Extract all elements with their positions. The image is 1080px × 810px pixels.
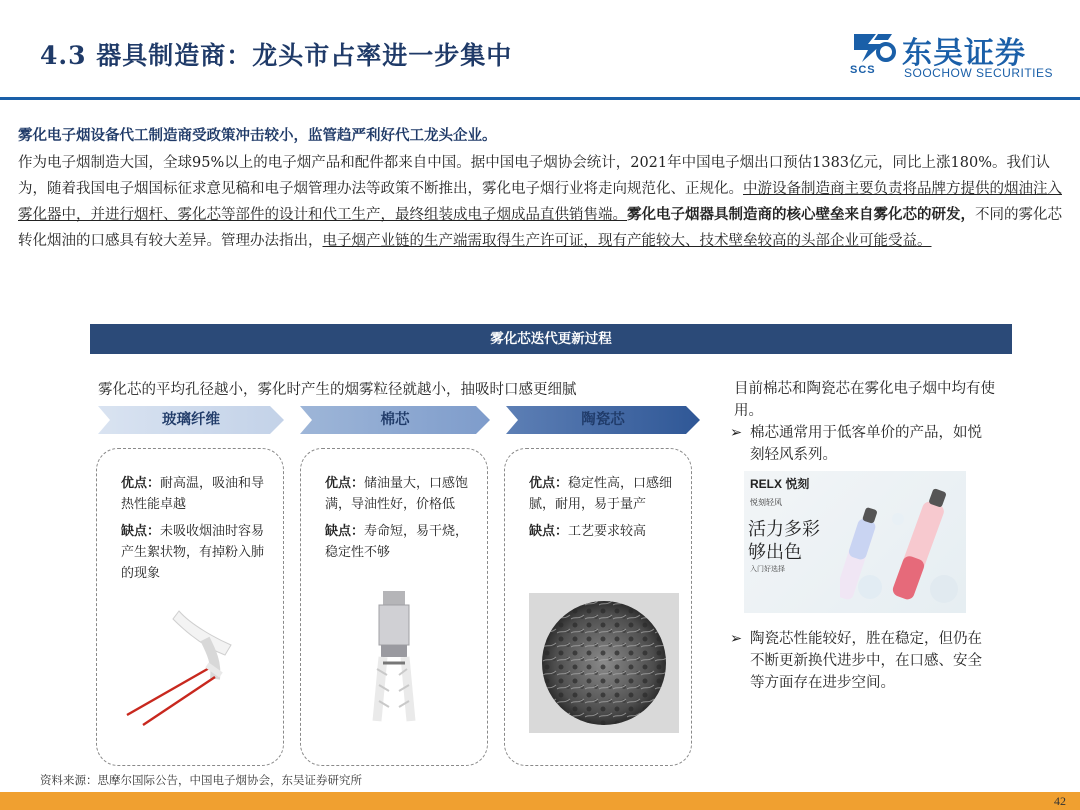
cotton-coil-image xyxy=(341,585,451,733)
stage-card-cotton xyxy=(300,448,488,766)
cons-label: 缺点： xyxy=(121,524,161,539)
stage-card-ceramic xyxy=(504,448,692,766)
stage-label: 陶瓷芯 xyxy=(581,411,625,428)
product-series: 悦刻轻风 xyxy=(750,498,782,507)
page-title: 4.3 器具制造商：龙头市占率进一步集中 xyxy=(40,41,513,70)
glass-fiber-wick-image xyxy=(121,605,257,729)
page-number: 42 xyxy=(1054,794,1066,808)
product-slogan-1: 活力多彩 xyxy=(748,519,820,540)
diagram-intro: 雾化芯的平均孔径越小，雾化时产生的烟雾粒径就越小，抽吸时口感更细腻 xyxy=(98,382,577,398)
footer-bar xyxy=(0,792,1080,810)
pros-text: 储油量大，口感饱满，导油性好，价格低 xyxy=(325,476,469,512)
arrow-bullet-icon: ➢ xyxy=(730,425,743,441)
lead-sentence: 雾化电子烟设备代工制造商受政策冲击较小，监管趋严利好代工龙头企业。 xyxy=(18,127,497,144)
product-tag: 入门好选择 xyxy=(750,565,785,573)
bullet-text: 棉芯通常用于低客单价的产品，如悦刻轻风系列。 xyxy=(750,425,982,463)
cons-text: 未吸收烟油时容易产生絮状物，有掉粉入肺的现象 xyxy=(121,524,265,581)
stage-chevron-glass-fiber xyxy=(98,406,284,434)
stage-card-glass-fiber xyxy=(96,448,284,766)
paragraph-underlined-1: 中游设备制造商主要负责将品牌方提供的烟油注入雾化器中，并进行烟杆、雾化芯等部件的设计和代工生产，最终组装成电子烟成品直供销售端。 xyxy=(18,181,1062,223)
ceramic-core-microscope-image xyxy=(529,593,679,733)
body-paragraph xyxy=(18,150,1064,254)
paragraph-sentence-4: 不同的雾化芯转化烟油的口感具有较大差异。管理办法指出， xyxy=(18,207,1062,249)
paragraph-bold: 雾化电子烟器具制造商的核心壁垒来自雾化芯的研发， xyxy=(627,206,975,223)
pros-label: 优点： xyxy=(121,476,161,491)
vape-device-icon xyxy=(840,479,964,609)
pros-text: 稳定性高，口感细腻，耐用，易于量产 xyxy=(529,476,673,512)
bullet-cotton xyxy=(730,422,992,466)
logo-chinese-name: 东吴证券 xyxy=(902,36,1026,71)
logo-abbr: SCS xyxy=(850,64,876,76)
paragraph-underlined-2: 电子烟产业链的生产端需取得生产许可证，现有产能较大、技术壁垒较高的头部企业可能受益。 xyxy=(322,233,932,249)
source-note: 资料来源：思摩尔国际公告，中国电子烟协会，东吴证券研究所 xyxy=(40,773,362,787)
stage-label: 棉芯 xyxy=(380,411,410,428)
stage-label: 玻璃纤维 xyxy=(162,411,220,428)
cons-text: 寿命短，易干烧，稳定性不够 xyxy=(325,524,469,560)
paragraph-sentence-1: 作为电子烟制造大国，全球95%以上的电子烟产品和配件都来自中国。据中国电子烟协会统计，2021年中国电子烟出口预估1383亿元，同比上涨180%。我们认为，随着我国电子烟国标征求意见稿和电子烟管理办法等政策不断推出，雾化电子烟行业将走向规范化、正规化。 xyxy=(18,155,1050,197)
logo-mark-icon xyxy=(848,30,896,64)
cons-label: 缺点： xyxy=(325,524,365,539)
product-slogan-2: 够出色 xyxy=(748,542,802,563)
stage-chevron-ceramic xyxy=(506,406,700,434)
cons-label: 缺点： xyxy=(529,524,569,539)
logo-english-name: SOOCHOW SECURITIES xyxy=(904,66,1054,80)
header-divider xyxy=(0,97,1080,100)
product-brand: RELX 悦刻 xyxy=(750,477,810,491)
bullet-ceramic xyxy=(730,628,992,694)
pros-label: 优点： xyxy=(325,476,365,491)
relx-product-image xyxy=(744,471,966,613)
right-intro: 目前棉芯和陶瓷芯在雾化电子烟中均有使用。 xyxy=(734,381,995,419)
cons-text: 工艺要求较高 xyxy=(568,524,647,539)
bullet-text: 陶瓷芯性能较好，胜在稳定，但仍在不断更新换代进步中，在口感、安全等方面存在进步空间。 xyxy=(750,631,982,691)
section-banner: 雾化芯迭代更新过程 xyxy=(90,324,1012,354)
arrow-bullet-icon: ➢ xyxy=(730,631,743,647)
pros-text: 耐高温，吸油和导热性能卓越 xyxy=(121,476,265,512)
stage-chevron-cotton xyxy=(300,406,490,434)
pros-label: 优点： xyxy=(529,476,569,491)
company-logo xyxy=(846,28,1066,84)
